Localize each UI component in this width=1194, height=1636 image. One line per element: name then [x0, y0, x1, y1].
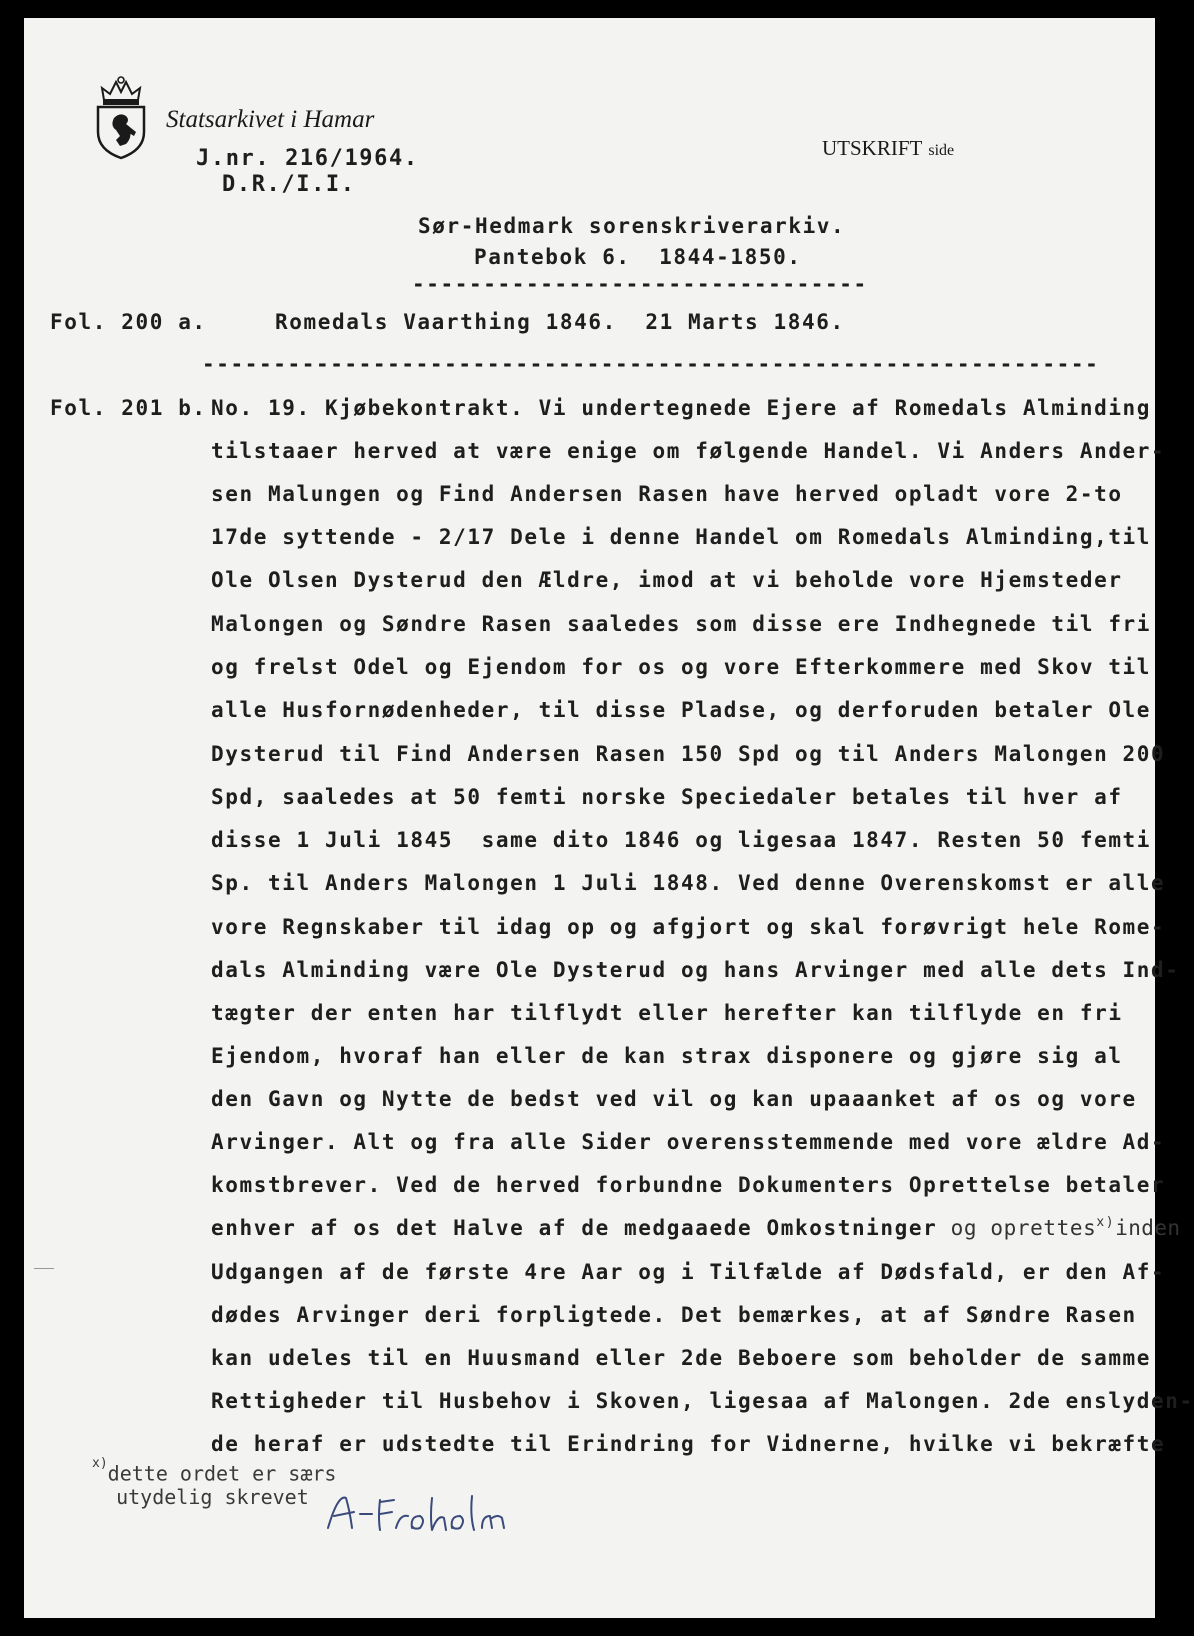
body-line: dals Alminding være Ole Dysterud og hans Arvinger med alle dets Ind- — [211, 958, 1180, 982]
body-line: Rettigheder til Husbehov i Skoven, ligesaa af Malongen. 2de enslyden- — [211, 1389, 1194, 1413]
body-line: sen Malungen og Find Andersen Rasen have herved opladt vore 2-to — [211, 482, 1123, 506]
insertion-mark: x) — [1096, 1215, 1116, 1230]
document-page — [24, 18, 1194, 1618]
body-line: komstbrever. Ved de herved forbundne Dokumenters Oprettelse betaler — [211, 1173, 1166, 1197]
journal-number: J.nr. 216/1964. — [196, 146, 419, 171]
body-line: Udgangen af de første 4re Aar og i Tilfælde af Dødsfald, er den Af- — [211, 1260, 1166, 1284]
session-rule: --------------------------------------------------------------- — [202, 352, 1100, 376]
coat-of-arms-icon — [90, 74, 152, 160]
body-line: tægter der enten har tilflydt eller herefter kan tilflyde en fri — [211, 1001, 1123, 1025]
footnote — [92, 1458, 336, 1509]
body-line: tilstaaer herved at være enige om følgende Handel. Vi Anders Ander- — [211, 439, 1166, 463]
footnote-line-1: dette ordet er særs — [107, 1461, 337, 1486]
body-line-with-insertion — [211, 1216, 1180, 1240]
stamp-label: UTSKRIFT — [822, 136, 923, 160]
footnote-mark: x) — [92, 1456, 108, 1471]
inserted-text: og oprettes — [937, 1216, 1097, 1240]
body-line: Ejendom, hvoraf han eller de kan strax disponere og gjøre sig al — [211, 1044, 1123, 1068]
body-line: Ole Olsen Dysterud den Ældre, imod at vi beholde vore Hjemsteder — [211, 568, 1123, 592]
body-line: den Gavn og Nytte de bedst ved vil og kan upaaanket af os og vore — [211, 1087, 1137, 1111]
reference-code: D.R./I.I. — [222, 172, 356, 197]
archive-title: Sør-Hedmark sorenskriverarkiv. — [418, 214, 846, 238]
body-line: kan udeles til en Huusmand eller 2de Beboere som beholder de samme — [211, 1346, 1152, 1370]
session-heading: Romedals Vaarthing 1846. 21 Marts 1846. — [275, 310, 845, 334]
body-line: Spd, saaledes at 50 femti norske Speciedaler betales til hver af — [211, 785, 1123, 809]
entry-folio: Fol. 201 b. — [50, 396, 207, 420]
body-line: Arvinger. Alt og fra alle Sider overensstemmende med vore ældre Ad- — [211, 1130, 1166, 1154]
stamp-side: side — [928, 142, 955, 159]
typed-text: enhver af os det Halve af de medgaaede Omkostninger — [211, 1216, 938, 1240]
margin-mark — [34, 1268, 54, 1269]
body-line: Dysterud til Find Andersen Rasen 150 Spd og til Anders Malongen 200 — [211, 742, 1166, 766]
archive-name: Statsarkivet i Hamar — [166, 106, 375, 133]
inserted-end: inden — [1115, 1216, 1181, 1240]
body-line: 17de syttende - 2/17 Dele i denne Handel om Romedals Alminding,til — [211, 525, 1152, 549]
utskrift-stamp — [822, 136, 954, 161]
body-line: Malongen og Søndre Rasen saaledes som disse ere Indhegnede til fri — [211, 612, 1152, 636]
body-line: de heraf er udstedte til Erindring for Vidnerne, hvilke vi bekræfte — [211, 1432, 1166, 1456]
session-folio: Fol. 200 a. — [50, 310, 207, 334]
body-line: disse 1 Juli 1845 same dito 1846 og ligesaa 1847. Resten 50 femti — [211, 828, 1152, 852]
body-line: dødes Arvinger deri forpligtede. Det bemærkes, at af Søndre Rasen — [211, 1303, 1137, 1327]
body-line: alle Husfornødenheder, til disse Pladse, og derforuden betaler Ole — [211, 698, 1152, 722]
title-rule: -------------------------------- — [412, 272, 868, 296]
body-line: Sp. til Anders Malongen 1 Juli 1848. Ved denne Overenskomst er alle — [211, 871, 1166, 895]
handwritten-signature — [322, 1488, 512, 1538]
body-line: og frelst Odel og Ejendom for os og vore Efterkommere med Skov til — [211, 655, 1152, 679]
volume-title: Pantebok 6. 1844-1850. — [474, 245, 802, 269]
body-line: vore Regnskaber til idag op og afgjort og skal forøvrigt hele Rome- — [211, 915, 1166, 939]
footnote-line-2: utydelig skrevet — [116, 1484, 309, 1509]
entry-first-line: No. 19. Kjøbekontrakt. Vi undertegnede Ejere af Romedals Alminding — [211, 396, 1152, 420]
